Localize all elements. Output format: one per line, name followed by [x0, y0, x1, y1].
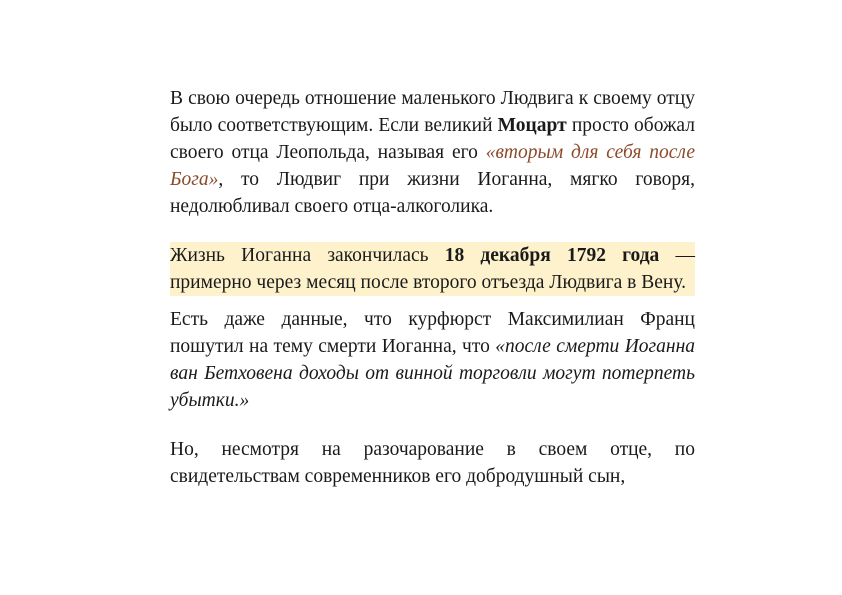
- bold-name-mozart: Моцарт: [497, 115, 567, 136]
- document-page: [170, 85, 695, 490]
- quote-second-after-god: «вторым для себя после Бога»: [170, 142, 695, 190]
- paragraph-text: — примерно через месяц после второго отъезда Людвига в Вену.: [170, 245, 695, 293]
- highlighted-paragraph-death-date: [170, 242, 695, 296]
- paragraph-disappointment: [170, 436, 695, 490]
- paragraph-father-relationship: [170, 85, 695, 220]
- bold-date: 18 декабря 1792 года: [444, 245, 660, 266]
- paragraph-text: , то Людвиг при жизни Иоганна, мягко говоря, недолюбливал своего отца-алкоголика.: [170, 169, 695, 217]
- paragraph-text: просто обожал своего отца Леопольда, называя его: [170, 115, 695, 163]
- paragraph-elector-joke: [170, 306, 695, 414]
- paragraph-text: Но, несмотря на разочарование в своем отце, по свидетельствам современников его добродушный сын,: [170, 439, 695, 487]
- paragraph-text: Есть даже данные, что курфюрст Максимилиан Франц пошутил на тему смерти Иоганна, что: [170, 309, 695, 357]
- paragraph-text: В свою очередь отношение маленького Людвига к своему отцу было соответствующим. Если великий: [170, 88, 695, 136]
- paragraph-text: Жизнь Иоганна закончилась: [170, 245, 445, 266]
- quote-wine-trade: «после смерти Иоганна ван Бетховена доходы от винной торговли могут потерпеть убытки.»: [170, 336, 695, 411]
